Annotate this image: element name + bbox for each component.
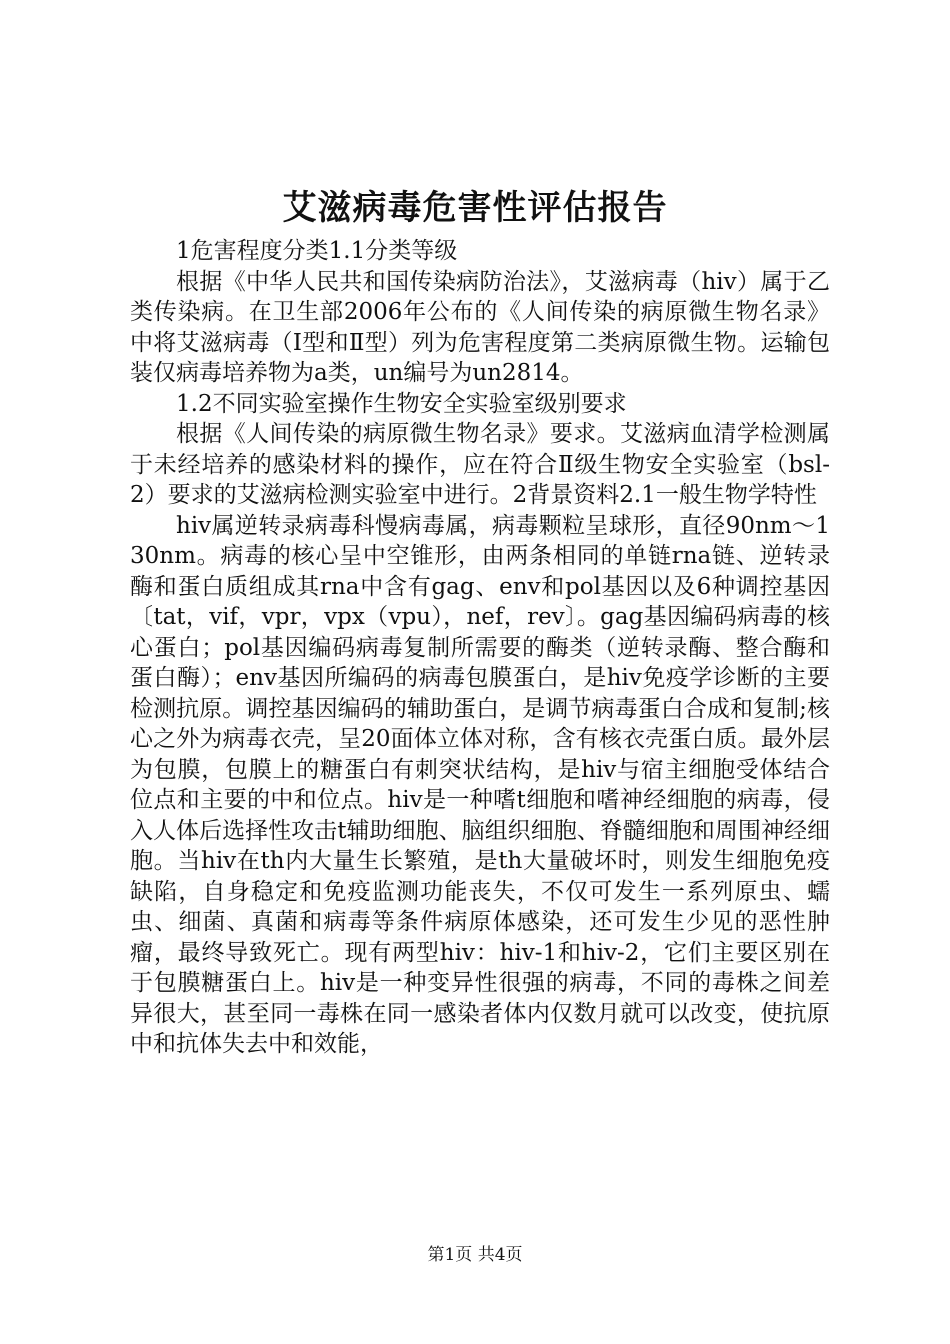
section-heading-1-1: 1危害程度分类1.1分类等级	[176, 238, 458, 264]
paragraph-classification: 根据《中华人民共和国传染病防治法》，艾滋病毒（hiv）属于乙类传染病。在卫生部2006年公布的《人间传染的病原微生物名录》中将艾滋病毒（Ⅰ型和Ⅱ型）列为危害程度第二类病原微生物。运输包装仅病毒培养物为a类，un编号为un2814。	[130, 268, 830, 386]
paragraph-lab-requirements: 根据《人间传染的病原微生物名录》要求。艾滋病血清学检测属于未经培养的感染材料的操作，应在符合Ⅱ级生物安全实验室（bsl-2）要求的艾滋病检测实验室中进行。2背景资料2.1一般生物学特性	[130, 421, 830, 508]
paragraph-biology: hiv属逆转录病毒科慢病毒属，病毒颗粒呈球形，直径90nm～130nm。病毒的核心呈中空锥形，由两条相同的单链rna链、逆转录酶和蛋白质组成其rna中含有gag、env和pol基因以及6种调控基因〔tat，vif，vpr，vpx（vpu），nef，rev〕。gag基因编码病毒的核心蛋白；pol基因编码病毒复制所需要的酶类（逆转录酶、整合酶和蛋白酶）；env基因所编码的病毒包膜蛋白，是hiv免疫学诊断的主要检测抗原。调控基因编码的辅助蛋白，是调节病毒蛋白合成和复制;核心之外为病毒衣壳，呈20面体立体对称，含有核衣壳蛋白质。最外层为包膜，包膜上的糖蛋白有刺突状结构，是hiv与宿主细胞受体结合位点和主要的中和位点。hiv是一种嗜t细胞和嗜神经细胞的病毒，侵入人体后选择性攻击t辅助细胞、脑组织细胞、脊髓细胞和周围神经细胞。当hiv在th内大量生长繁殖，是th大量破坏时，则发生细胞免疫缺陷，自身稳定和免疫监测功能丧失，不仅可发生一系列原虫、蠕虫、细菌、真菌和病毒等条件病原体感染，还可发生少见的恶性肿瘤，最终导致死亡。现有两型hiv：hiv-1和hiv-2，它们主要区别在于包膜糖蛋白上。hiv是一种变异性很强的病毒，不同的毒株之间差异很大，甚至同一毒株在同一感染者体内仅数月就可以改变，使抗原中和抗体失去中和效能，	[130, 512, 830, 1057]
document-title: 艾滋病毒危害性评估报告	[282, 188, 668, 228]
page-footer: 第1页 共4页	[427, 1245, 523, 1265]
section-heading-1-2: 1.2不同实验室操作生物安全实验室级别要求	[176, 390, 627, 417]
document-body	[130, 236, 830, 1060]
